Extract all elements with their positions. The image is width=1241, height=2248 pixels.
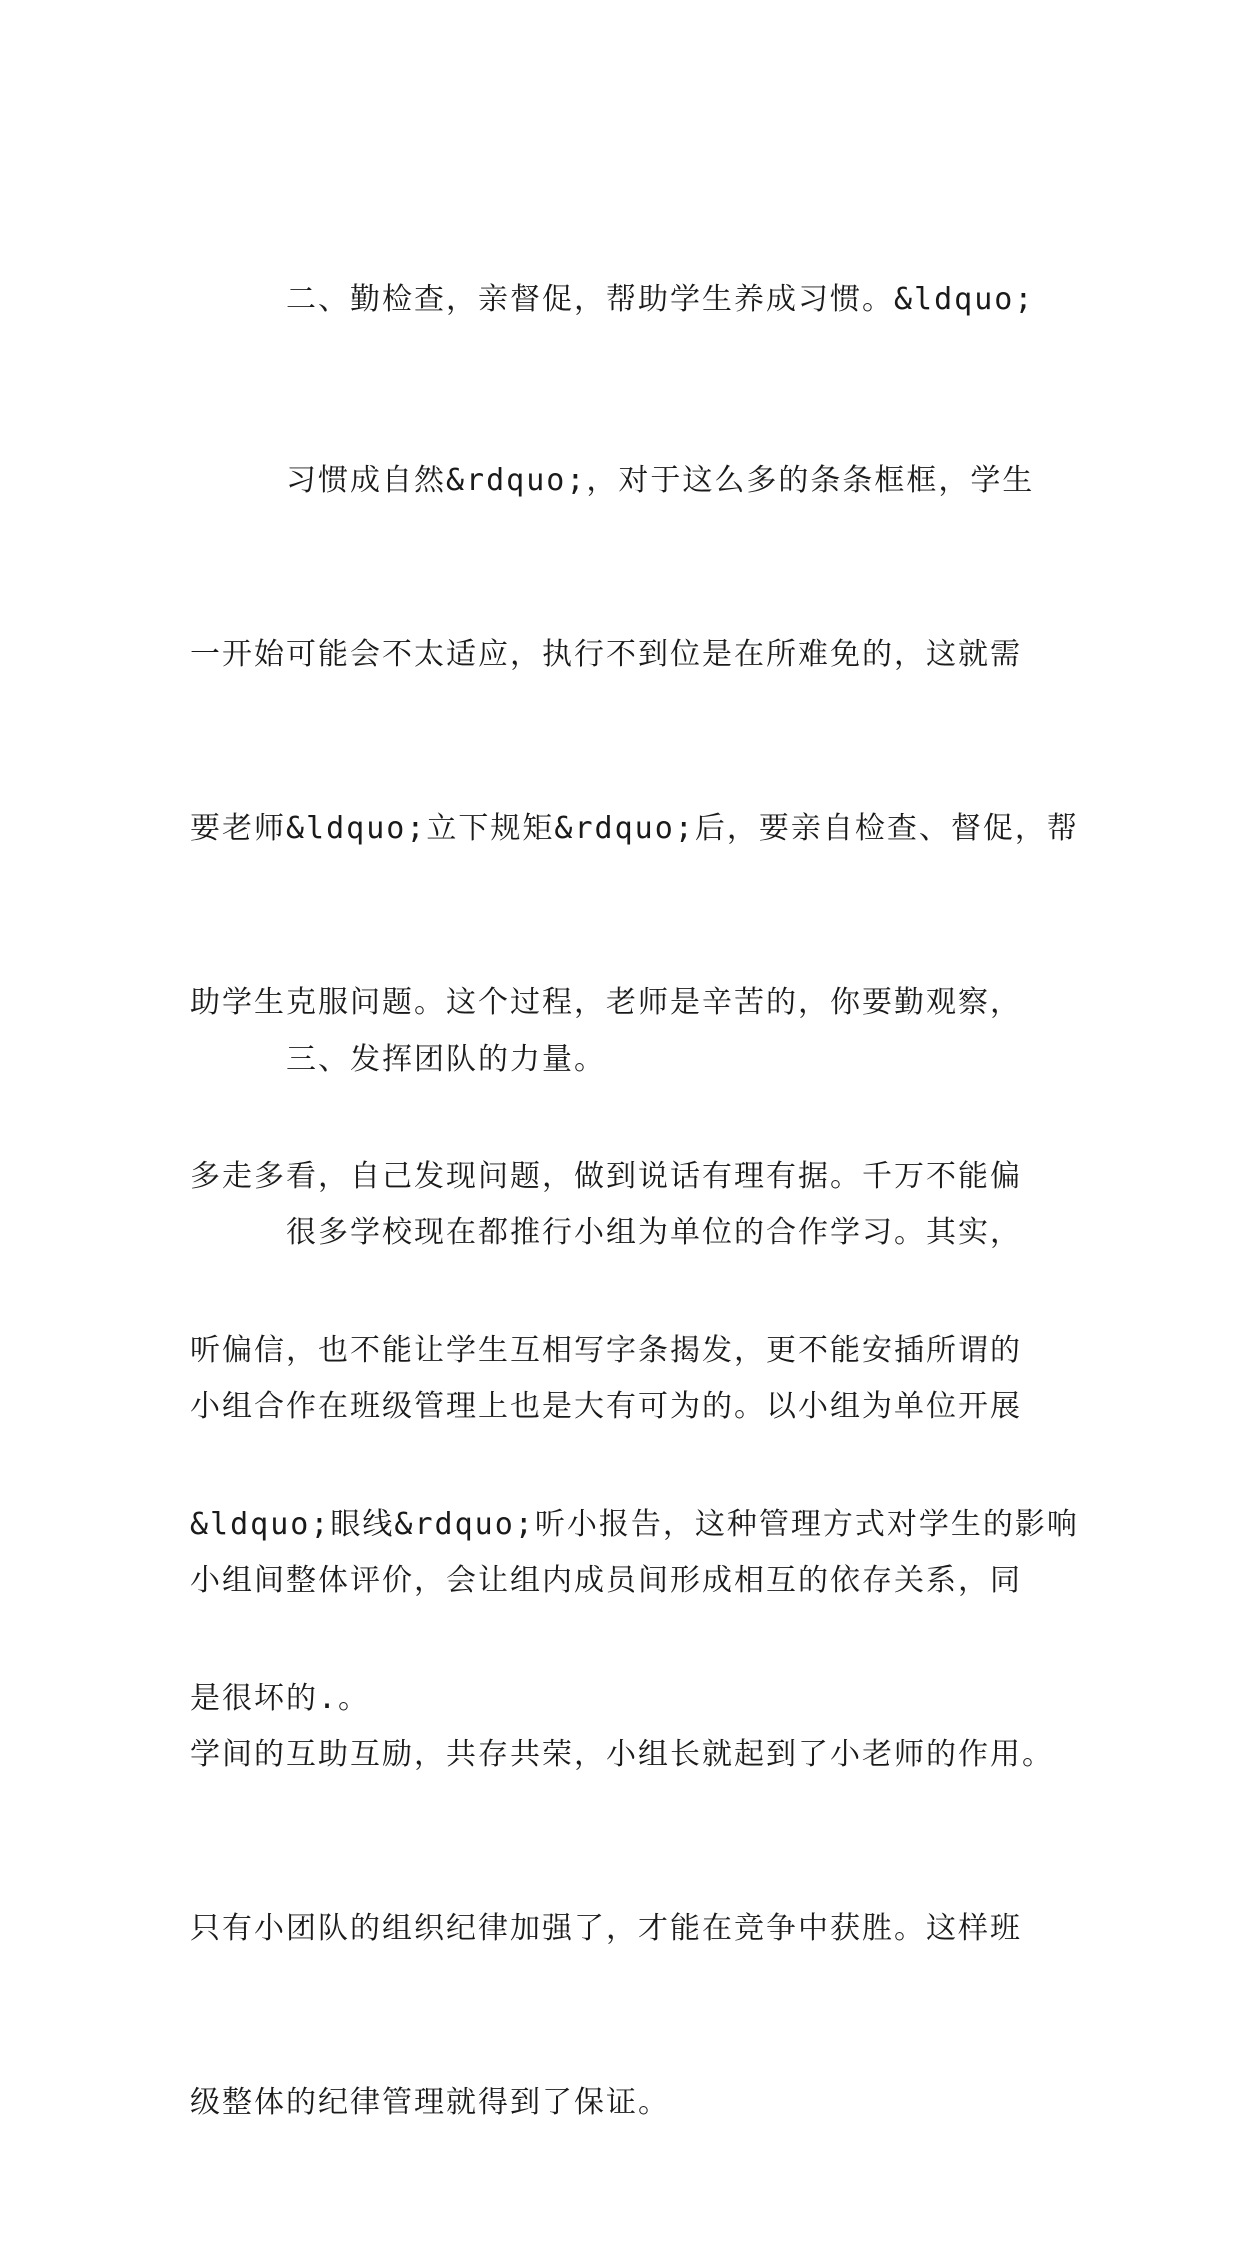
text-line: 一开始可能会不太适应，执行不到位是在所难免的，这就需 (190, 637, 1022, 672)
text-line: 学间的互助互励，共存共荣，小组长就起到了小老师的作用。 (190, 1737, 1054, 1772)
text-line: 级整体的纪律管理就得到了保证。 (190, 2085, 670, 2120)
text-line: 是很坏的.。 (190, 1681, 371, 1716)
text-line: 听偏信，也不能让学生互相写字条揭发，更不能安插所谓的 (190, 1333, 1022, 1368)
text-line: 很多学校现在都推行小组为单位的合作学习。其实， (286, 1215, 1022, 1250)
paragraph-body-2 (190, 1088, 1079, 2248)
text-line: 二、勤检查，亲督促，帮助学生养成习惯。&ldquo; (286, 282, 1035, 317)
text-line: 只有小团队的组织纪律加强了，才能在竞争中获胜。这样班 (190, 1911, 1022, 1946)
text-line: &ldquo;眼线&rdquo;听小报告，这种管理方式对学生的影响 (190, 1507, 1079, 1542)
text-line: 助学生克服问题。这个过程，老师是辛苦的，你要勤观察， (190, 985, 1022, 1020)
text-line: 要老师&ldquo;立下规矩&rdquo;后，要亲自检查、督促，帮 (190, 811, 1079, 846)
text-line: 小组间整体评价，会让组内成员间形成相互的依存关系，同 (190, 1563, 1022, 1598)
text-line: 习惯成自然&rdquo;，对于这么多的条条框框，学生 (286, 463, 1035, 498)
text-line: 小组合作在班级管理上也是大有可为的。以小组为单位开展 (190, 1389, 1022, 1424)
text-line: 多走多看，自己发现问题，做到说话有理有据。千万不能偏 (190, 1159, 1022, 1194)
text-line: 三、发挥团队的力量。 (286, 1042, 606, 1077)
